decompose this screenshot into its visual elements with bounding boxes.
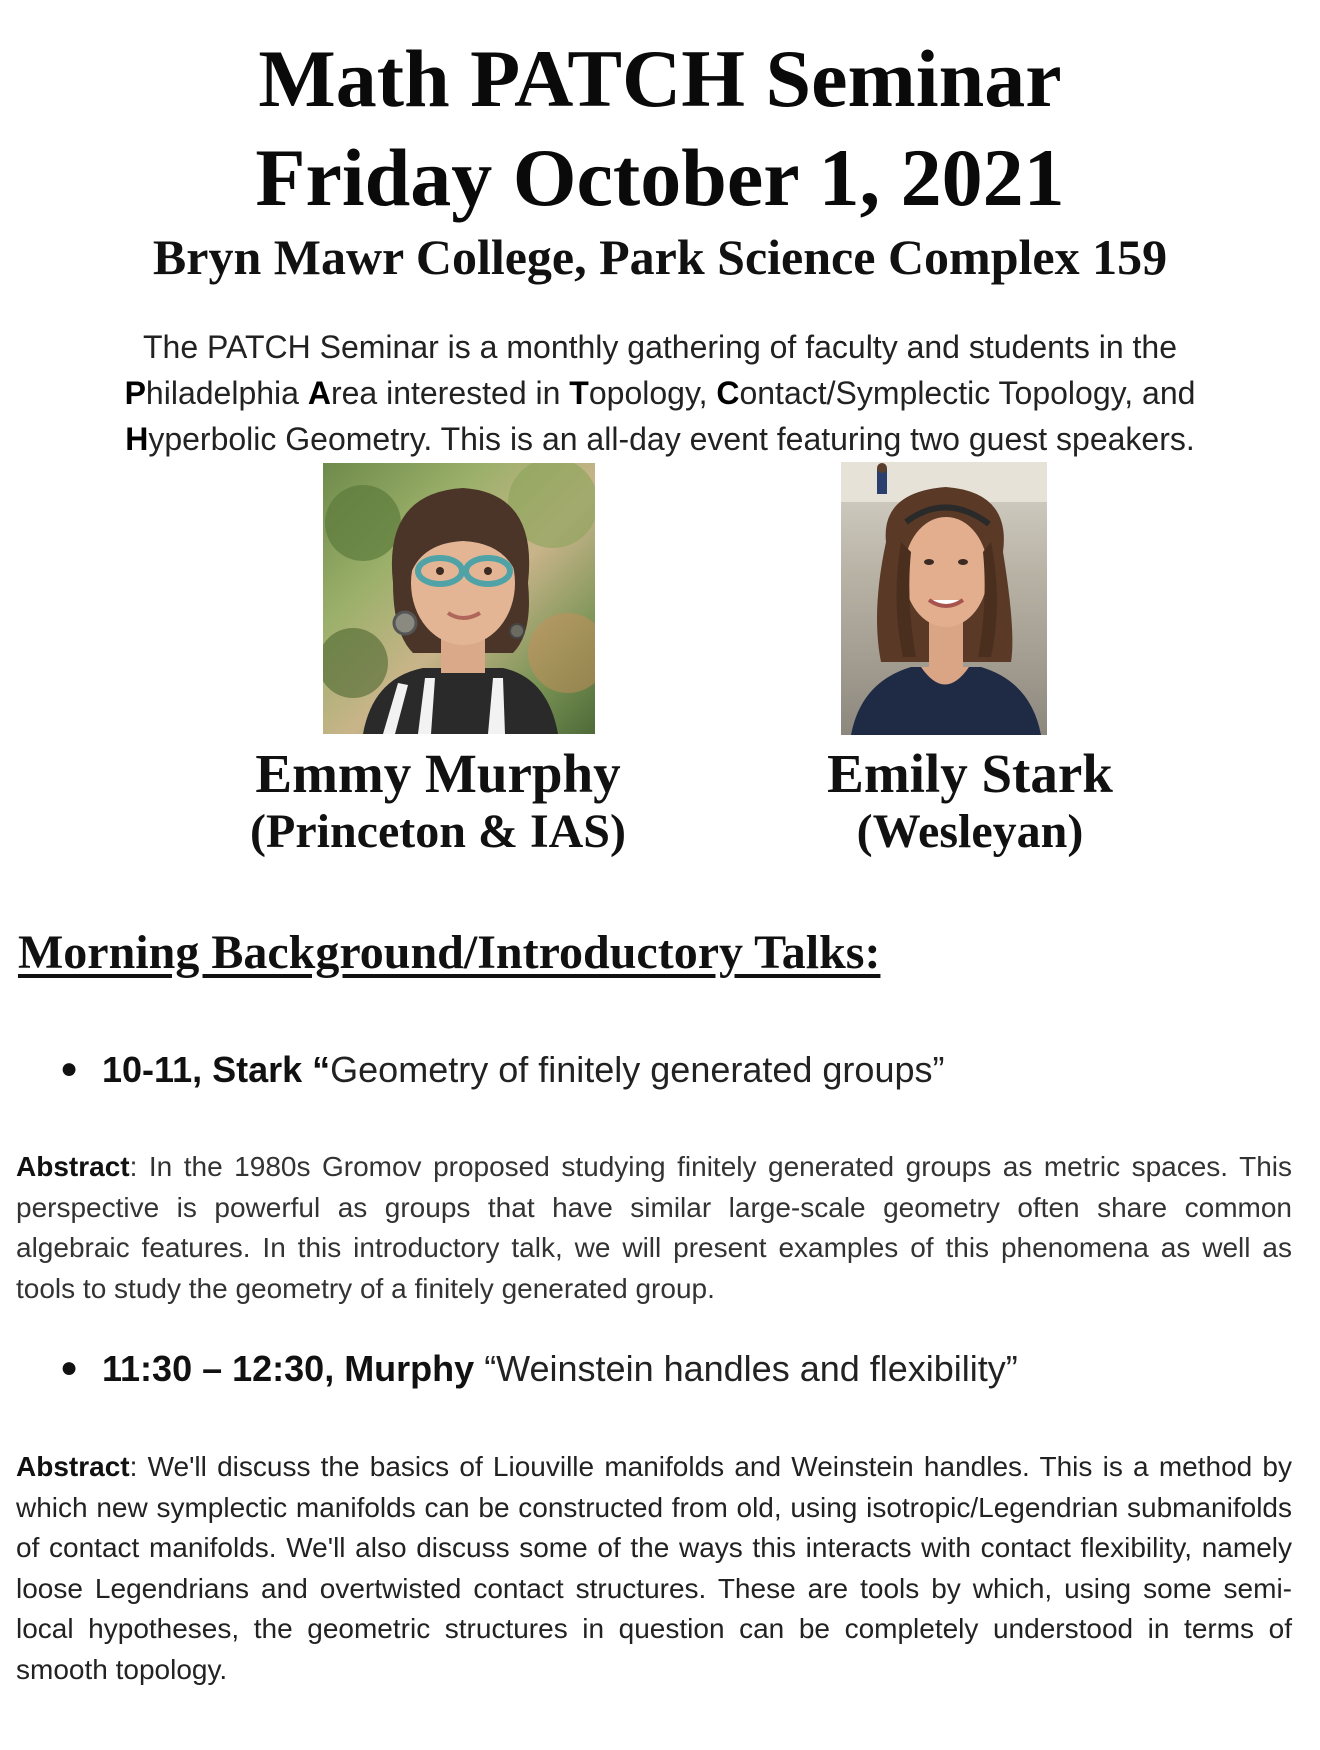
bullet-icon: ● <box>60 1351 79 1384</box>
talk-item-stark <box>60 1049 1260 1090</box>
talk-title: Geometry of finitely generated groups” <box>330 1049 945 1090</box>
section-title-morning-talks: Morning Background/Introductory Talks: <box>18 926 881 979</box>
talk-title: “Weinstein handles and flexibility” <box>474 1348 1018 1389</box>
abstract-text: : We'll discuss the basics of Liouville manifolds and Weinstein handles. This is a method by which new symplectic manifolds can be constructed from old, using isotropic/Legendrian submanifolds of contact manifolds. We'll also discuss some of the ways this interacts with contact flexibility, namely loose Legendrians and overtwisted contact structures. These are tools by which, using some semi-local hypotheses, the geometric structures in question can be completely understood in terms of smooth topology. <box>16 1451 1292 1685</box>
talk-time-speaker: 11:30 – 12:30, Murphy <box>102 1348 475 1389</box>
intro-line-3: Hyperbolic Geometry. This is an all-day event featuring two guest speakers. <box>125 421 1195 457</box>
speaker-name-murphy: Emmy Murphy <box>255 743 621 804</box>
seminar-title: Math PATCH Seminar <box>258 33 1062 124</box>
abstract-murphy <box>16 1447 1292 1690</box>
bullet-icon: ● <box>60 1052 79 1085</box>
abstract-label: Abstract <box>16 1151 130 1182</box>
intro-line-2: Philadelphia Area interested in Topology, Contact/Symplectic Topology, and <box>124 375 1196 411</box>
seminar-date: Friday October 1, 2021 <box>255 132 1065 223</box>
abstract-stark <box>16 1147 1292 1309</box>
speaker-photo-stark <box>841 462 1047 735</box>
portrait-illustration-stark <box>841 462 1047 735</box>
speaker-photo-murphy <box>323 463 595 734</box>
speaker-affiliation-stark: (Wesleyan) <box>856 805 1084 858</box>
speaker-name-stark: Emily Stark <box>827 743 1113 804</box>
intro-paragraph <box>40 324 1280 462</box>
seminar-venue: Bryn Mawr College, Park Science Complex 159 <box>152 229 1168 285</box>
abstract-label: Abstract <box>16 1451 130 1482</box>
talk-time-speaker: 10-11, Stark “ <box>102 1049 331 1090</box>
talk-item-murphy <box>60 1348 1260 1389</box>
speaker-affiliation-murphy: (Princeton & IAS) <box>250 805 626 858</box>
abstract-text: : In the 1980s Gromov proposed studying finitely generated groups as metric spaces. This perspective is powerful as groups that have similar large-scale geometry often share common algebraic features. In this introductory talk, we will present examples of this phenomena as well as tools to study the geometry of a finitely generated group. <box>16 1151 1292 1304</box>
intro-line-1: The PATCH Seminar is a monthly gathering of faculty and students in the <box>143 329 1177 365</box>
portrait-illustration-murphy <box>323 463 595 734</box>
